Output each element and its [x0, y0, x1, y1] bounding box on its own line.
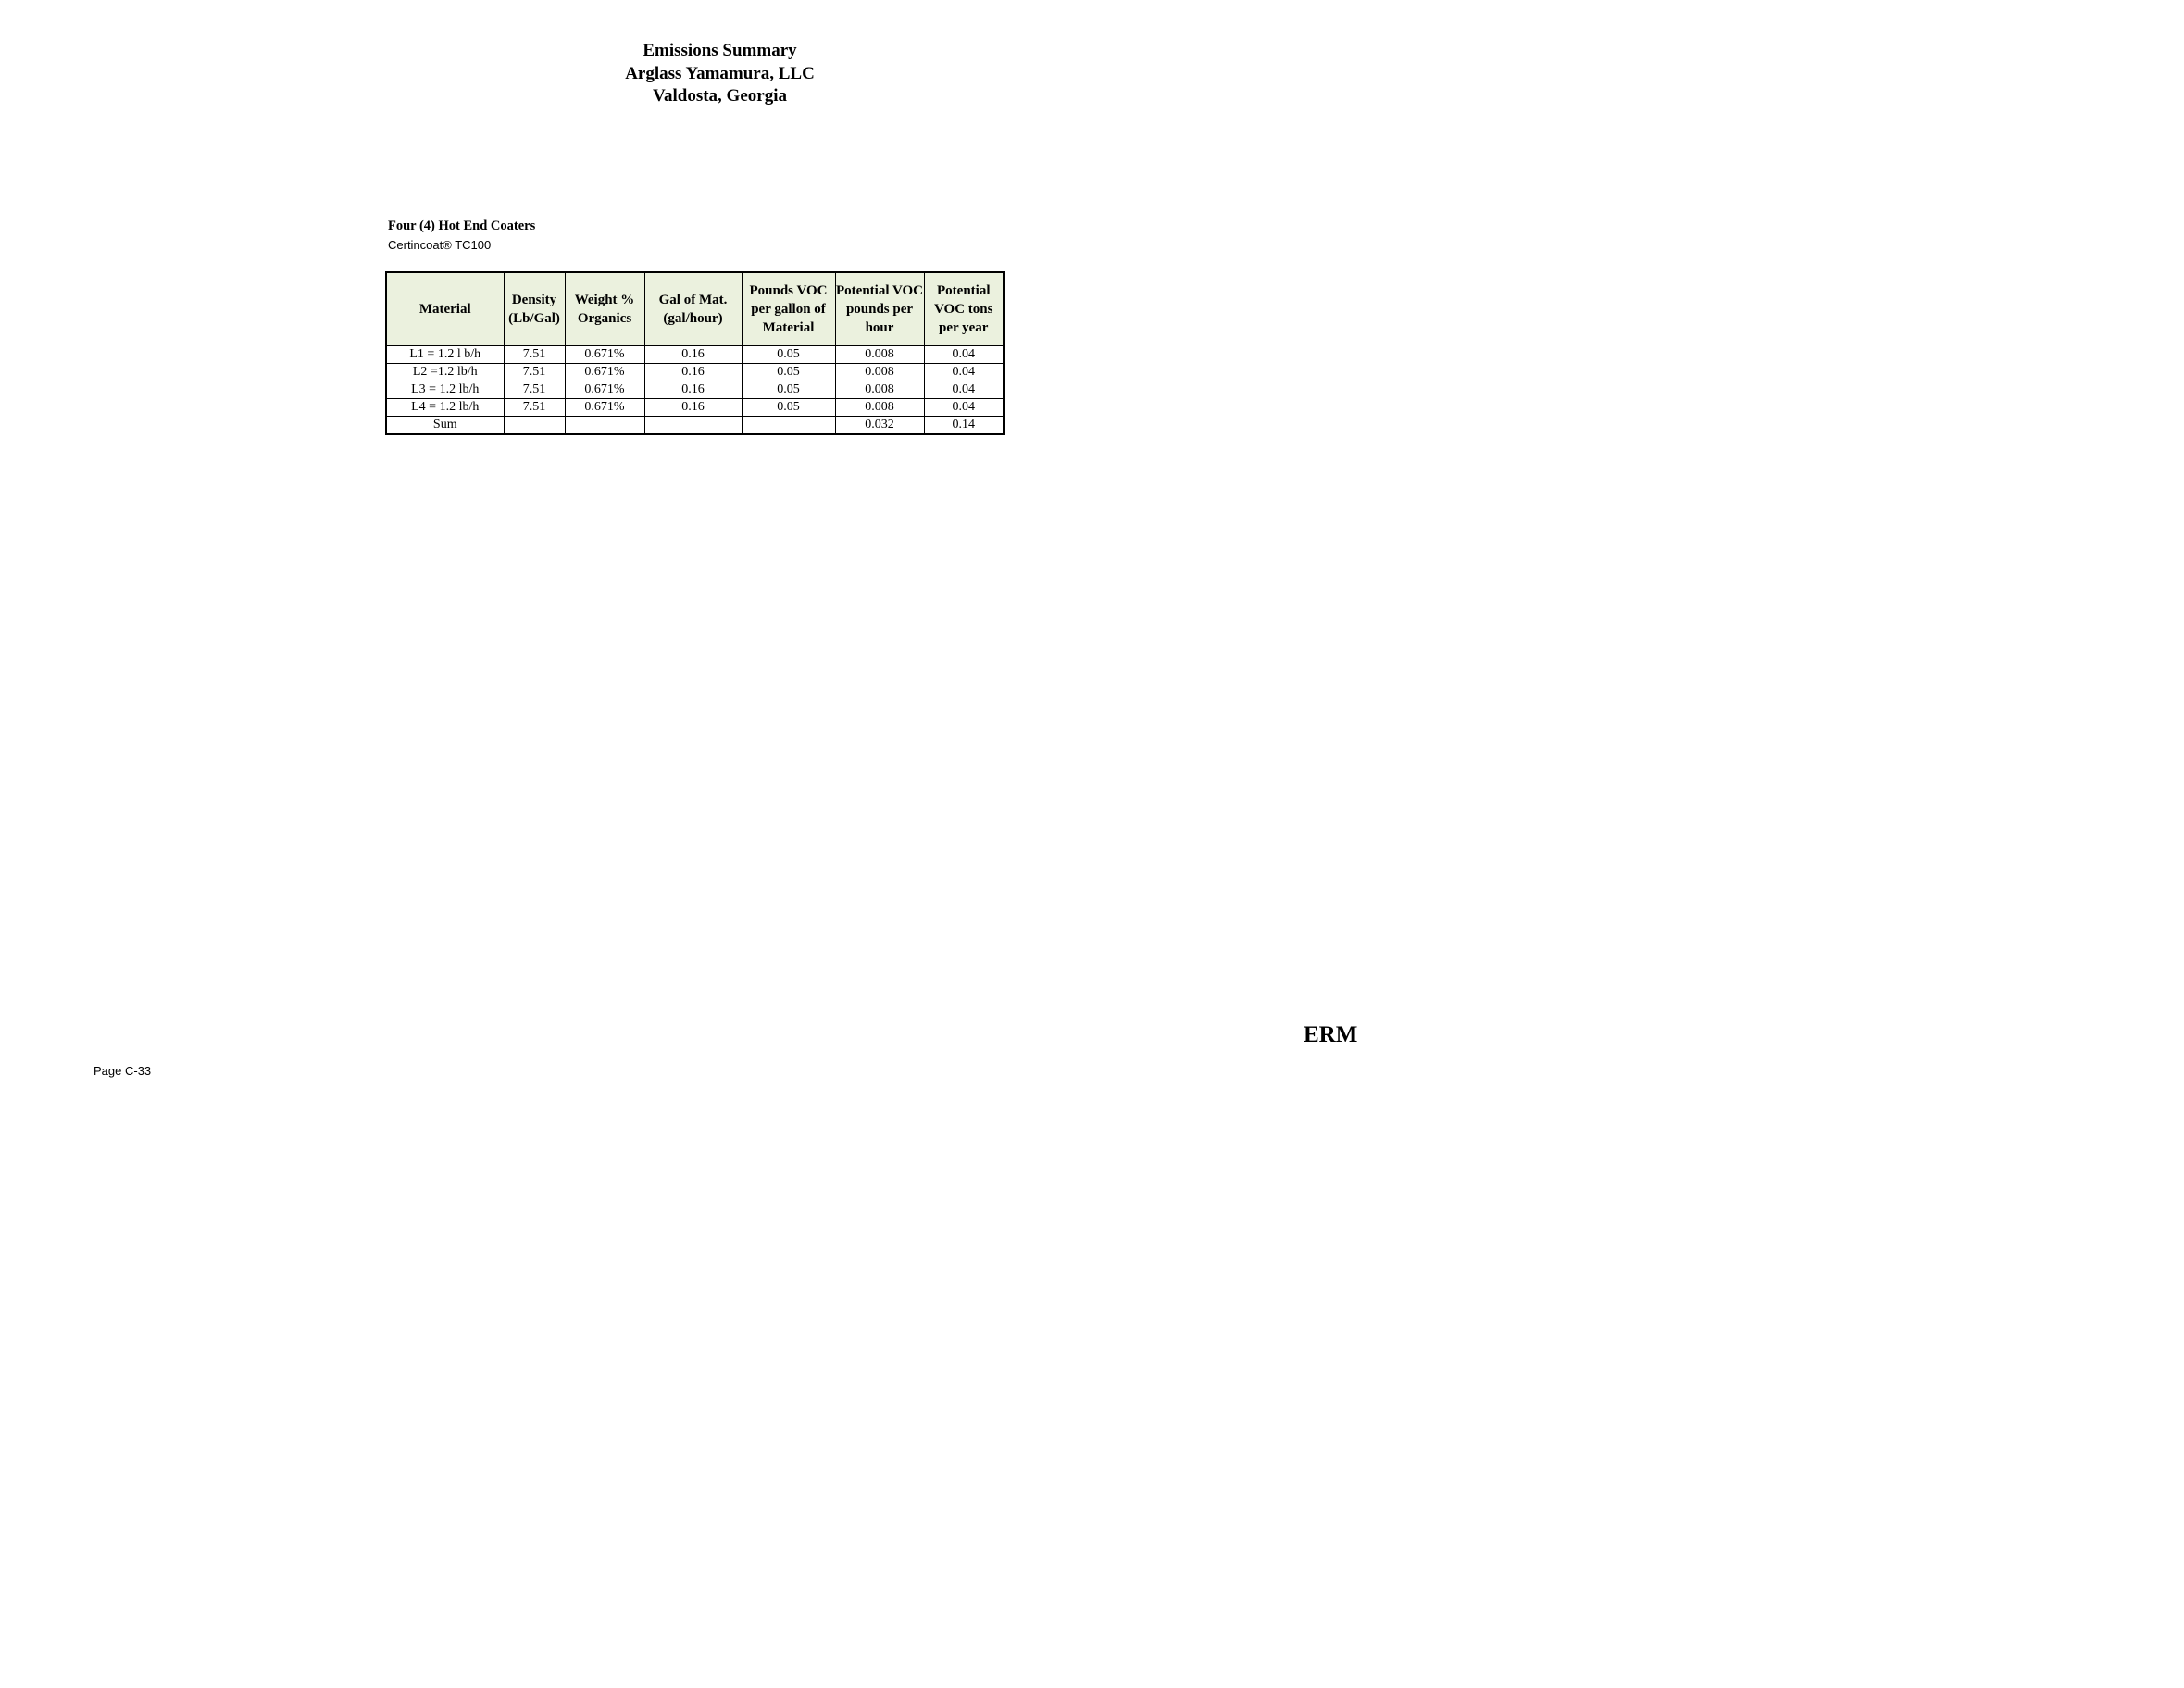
cell-voc-tons-per-year: 0.14 [924, 417, 1004, 435]
company-name: Arglass Yamamura, LLC [625, 63, 815, 83]
cell-gal-of-material [644, 417, 742, 435]
cell-material: Sum [386, 417, 504, 435]
cell-material: L4 = 1.2 lb/h [386, 399, 504, 417]
cell-density: 7.51 [504, 381, 565, 399]
cell-material: L1 = 1.2 l b/h [386, 346, 504, 364]
erm-logo: ERM [1304, 1022, 1358, 1047]
section-subtitle: Certincoat® TC100 [388, 238, 492, 252]
table-row [386, 346, 1004, 364]
cell-pounds-voc-per-gallon [742, 417, 835, 435]
table-header-row [386, 272, 1004, 346]
cell-density: 7.51 [504, 346, 565, 364]
cell-density [504, 417, 565, 435]
cell-voc-tons-per-year: 0.04 [924, 346, 1004, 364]
column-header-density: Density (Lb/Gal) [504, 272, 565, 346]
cell-voc-tons-per-year: 0.04 [924, 399, 1004, 417]
cell-density: 7.51 [504, 399, 565, 417]
cell-voc-pounds-per-hour: 0.008 [835, 381, 924, 399]
cell-voc-pounds-per-hour: 0.008 [835, 364, 924, 381]
column-header-voc-pounds-per-hour: Potential VOC pounds per hour [835, 272, 924, 346]
cell-pounds-voc-per-gallon: 0.05 [742, 364, 835, 381]
emissions-table [385, 271, 1005, 435]
cell-weight-organics: 0.671% [565, 381, 644, 399]
table-row [386, 399, 1004, 417]
column-header-gal-of-material: Gal of Mat. (gal/hour) [644, 272, 742, 346]
table-row [386, 364, 1004, 381]
cell-material: L3 = 1.2 lb/h [386, 381, 504, 399]
table-row [386, 381, 1004, 399]
cell-density: 7.51 [504, 364, 565, 381]
cell-material: L2 =1.2 lb/h [386, 364, 504, 381]
cell-voc-tons-per-year: 0.04 [924, 381, 1004, 399]
cell-gal-of-material: 0.16 [644, 346, 742, 364]
cell-gal-of-material: 0.16 [644, 364, 742, 381]
cell-voc-pounds-per-hour: 0.032 [835, 417, 924, 435]
page-number: Page C-33 [94, 1064, 152, 1078]
cell-weight-organics [565, 417, 644, 435]
cell-pounds-voc-per-gallon: 0.05 [742, 346, 835, 364]
cell-weight-organics: 0.671% [565, 364, 644, 381]
cell-pounds-voc-per-gallon: 0.05 [742, 399, 835, 417]
section-title: Four (4) Hot End Coaters [388, 219, 536, 233]
facility-location: Valdosta, Georgia [653, 86, 787, 106]
cell-weight-organics: 0.671% [565, 346, 644, 364]
cell-voc-tons-per-year: 0.04 [924, 364, 1004, 381]
column-header-material: Material [386, 272, 504, 346]
document-header [0, 40, 1440, 108]
cell-weight-organics: 0.671% [565, 399, 644, 417]
column-header-weight-organics: Weight % Organics [565, 272, 644, 346]
cell-gal-of-material: 0.16 [644, 399, 742, 417]
cell-pounds-voc-per-gallon: 0.05 [742, 381, 835, 399]
document-title: Emissions Summary [643, 41, 797, 60]
table-sum-row [386, 417, 1004, 435]
cell-voc-pounds-per-hour: 0.008 [835, 346, 924, 364]
column-header-voc-tons-per-year: Potential VOC tons per year [924, 272, 1004, 346]
cell-gal-of-material: 0.16 [644, 381, 742, 399]
cell-voc-pounds-per-hour: 0.008 [835, 399, 924, 417]
column-header-pounds-voc-per-gallon: Pounds VOC per gallon of Material [742, 272, 835, 346]
